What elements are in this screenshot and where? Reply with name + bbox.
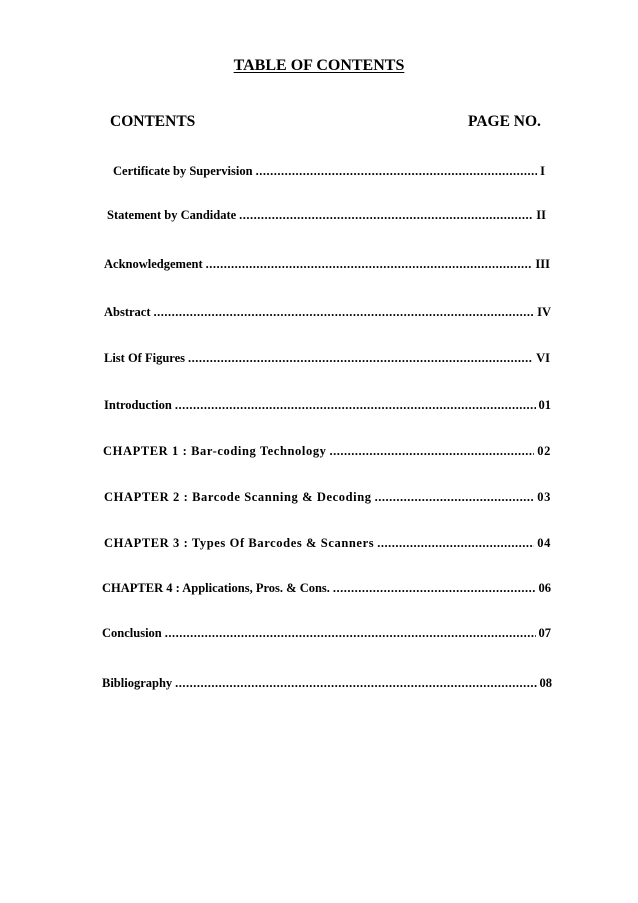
dot-leader <box>330 444 535 459</box>
toc-entry-introduction <box>104 398 551 416</box>
toc-entry-page: 08 <box>539 676 552 690</box>
toc-entry-certificate <box>113 164 545 182</box>
page-number-column-header: PAGE NO. <box>468 113 541 130</box>
dot-leader <box>377 536 534 551</box>
toc-entry-label: List Of Figures <box>104 351 186 365</box>
toc-entry-label: CHAPTER 1 : Bar-coding Technology <box>103 444 327 458</box>
toc-entry-label: Acknowledgement <box>104 257 203 271</box>
toc-entry-label: Certificate by Supervision <box>113 164 253 178</box>
toc-entry-chapter-4 <box>102 581 551 599</box>
dot-leader <box>333 581 536 596</box>
toc-entry-label: Bibliography <box>102 676 173 690</box>
toc-entry-conclusion <box>102 626 551 644</box>
contents-column-header: CONTENTS <box>110 113 196 130</box>
dot-leader <box>206 257 533 272</box>
toc-entry-page: 06 <box>538 581 551 595</box>
toc-entry-page: VI <box>536 351 550 365</box>
dot-leader <box>375 490 535 505</box>
toc-entry-label: CHAPTER 4 : Applications, Pros. & Cons. <box>102 581 330 595</box>
dot-leader <box>165 626 536 641</box>
toc-entry-page: 04 <box>537 536 551 550</box>
toc-entry-page: IV <box>537 305 551 319</box>
dot-leader <box>154 305 535 320</box>
toc-entry-label: CHAPTER 2 : Barcode Scanning & Decoding <box>104 490 372 504</box>
page-title: TABLE OF CONTENTS <box>233 57 405 74</box>
toc-entry-page: 07 <box>538 626 551 640</box>
toc-entry-statement <box>107 208 546 226</box>
toc-entry-acknowledgement <box>104 257 550 275</box>
dot-leader <box>175 676 536 691</box>
dot-leader <box>239 208 533 223</box>
toc-entry-bibliography <box>102 676 552 694</box>
toc-entry-label: Abstract <box>104 305 151 319</box>
toc-entry-chapter-1 <box>103 444 551 462</box>
toc-entry-page: II <box>536 208 546 222</box>
toc-entry-chapter-3 <box>104 536 551 554</box>
toc-entry-page: I <box>540 164 545 178</box>
dot-leader <box>188 351 533 366</box>
dot-leader <box>256 164 538 179</box>
toc-entry-label: Introduction <box>104 398 172 412</box>
toc-entry-list-of-figures <box>104 351 550 369</box>
toc-entry-page: III <box>535 257 550 271</box>
toc-entry-page: 01 <box>538 398 551 412</box>
toc-entry-label: Statement by Candidate <box>107 208 237 222</box>
toc-entry-page: 03 <box>537 490 551 504</box>
toc-entry-chapter-2 <box>104 490 551 508</box>
toc-entry-label: CHAPTER 3 : Types Of Barcodes & Scanners <box>104 536 375 550</box>
toc-entry-abstract <box>104 305 551 323</box>
toc-entry-page: 02 <box>537 444 551 458</box>
dot-leader <box>175 398 536 413</box>
toc-entry-label: Conclusion <box>102 626 162 640</box>
